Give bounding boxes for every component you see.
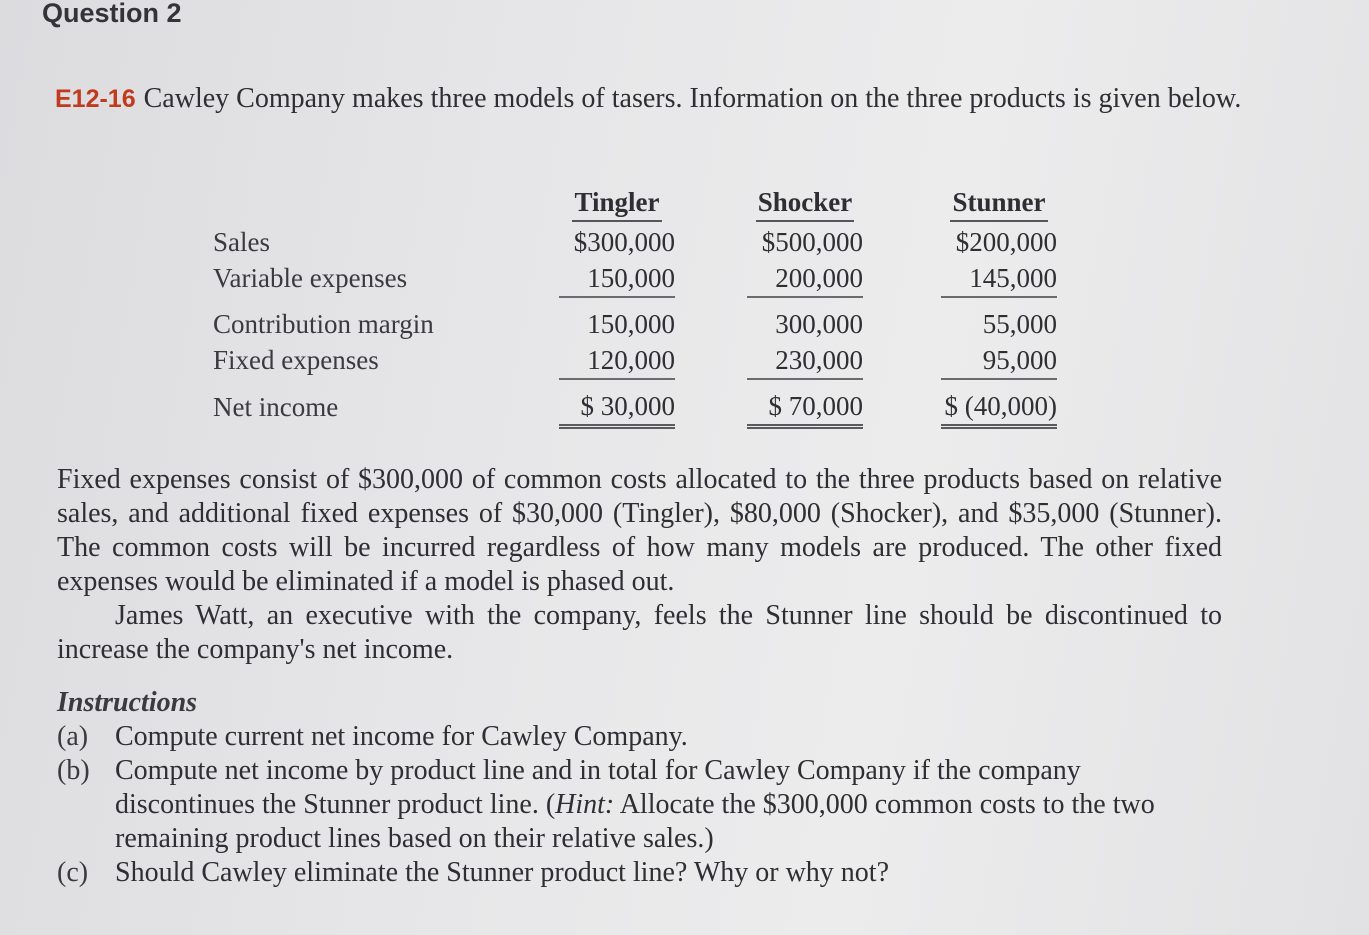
column-header-shocker: Shocker xyxy=(756,187,855,222)
exercise-intro-text: Cawley Company makes three models of tasers. Information on the three products is given below. xyxy=(143,83,1242,114)
column-header-stunner: Stunner xyxy=(950,187,1047,222)
table-row-contribution-margin xyxy=(213,306,1057,342)
item-text-before-hint: Compute net income by product line and in total for Cawley Company if the company discontinues the Stunner product line. ( xyxy=(115,755,1081,820)
instruction-item-c xyxy=(57,856,1227,890)
table-cell: $ 70,000 xyxy=(747,388,863,427)
instruction-item-b xyxy=(57,754,1227,856)
table-cell: 55,000 xyxy=(982,308,1057,339)
item-text-after-hint: Allocate the $300,000 common costs to the two remaining product lines based on their relative sales.) xyxy=(115,789,1155,854)
table-row-net-income xyxy=(213,388,1057,427)
table-cell: $200,000 xyxy=(955,226,1057,257)
table-cell: 200,000 xyxy=(747,260,863,297)
table-cell: $ (40,000) xyxy=(941,388,1057,427)
item-marker: (b) xyxy=(57,755,90,786)
item-text xyxy=(115,754,1227,856)
row-label: Contribution margin xyxy=(213,308,434,339)
instructions xyxy=(57,686,1227,890)
question-title: Question 2 xyxy=(42,0,182,28)
exercise-number: E12-16 xyxy=(55,85,136,113)
table-cell: 230,000 xyxy=(747,342,863,379)
item-text: Should Cawley eliminate the Stunner product line? Why or why not? xyxy=(115,857,889,888)
column-header-tingler: Tingler xyxy=(572,187,661,222)
financial-table xyxy=(213,184,1057,429)
hint-label: Hint: xyxy=(555,789,615,820)
table-cell: 120,000 xyxy=(559,342,675,379)
body-text xyxy=(57,463,1222,667)
instruction-item-a xyxy=(57,720,1227,754)
item-marker: (a) xyxy=(57,721,89,752)
table-cell: 95,000 xyxy=(941,342,1057,379)
item-text: Compute current net income for Cawley Company. xyxy=(115,721,688,752)
paragraph-fixed-expenses: Fixed expenses consist of $300,000 of common costs allocated to the three products based on relative sales, and additional fixed expenses of $30,000 (Tingler), $80,000 (Shocker), and $35,000 (Stunner). The common costs will be incurred regardless of how many models are produced. The other fixed expenses would be eliminated if a model is phased out. xyxy=(57,464,1222,597)
row-label: Variable expenses xyxy=(213,263,408,293)
row-label: Net income xyxy=(213,391,339,422)
table-cell: 150,000 xyxy=(559,260,675,297)
table-row-fixed-expenses xyxy=(213,342,1057,379)
row-label: Sales xyxy=(213,226,270,257)
paragraph-james-watt: James Watt, an executive with the company, feels the Stunner line should be discontinued to increase the company's net income. xyxy=(57,600,1222,665)
item-marker: (c) xyxy=(57,857,89,888)
table-row-variable-expenses xyxy=(213,260,1057,297)
table-cell: 150,000 xyxy=(587,308,675,339)
table-row-sales xyxy=(213,224,1057,260)
table-cell: 145,000 xyxy=(941,260,1057,297)
row-label: Fixed expenses xyxy=(213,345,379,375)
table-cell: $300,000 xyxy=(573,226,675,257)
table-cell: $500,000 xyxy=(761,226,863,257)
table-cell: $ 30,000 xyxy=(559,388,675,427)
exercise-intro xyxy=(55,82,1245,116)
table-cell: 300,000 xyxy=(775,308,863,339)
instructions-heading: Instructions xyxy=(57,687,198,718)
